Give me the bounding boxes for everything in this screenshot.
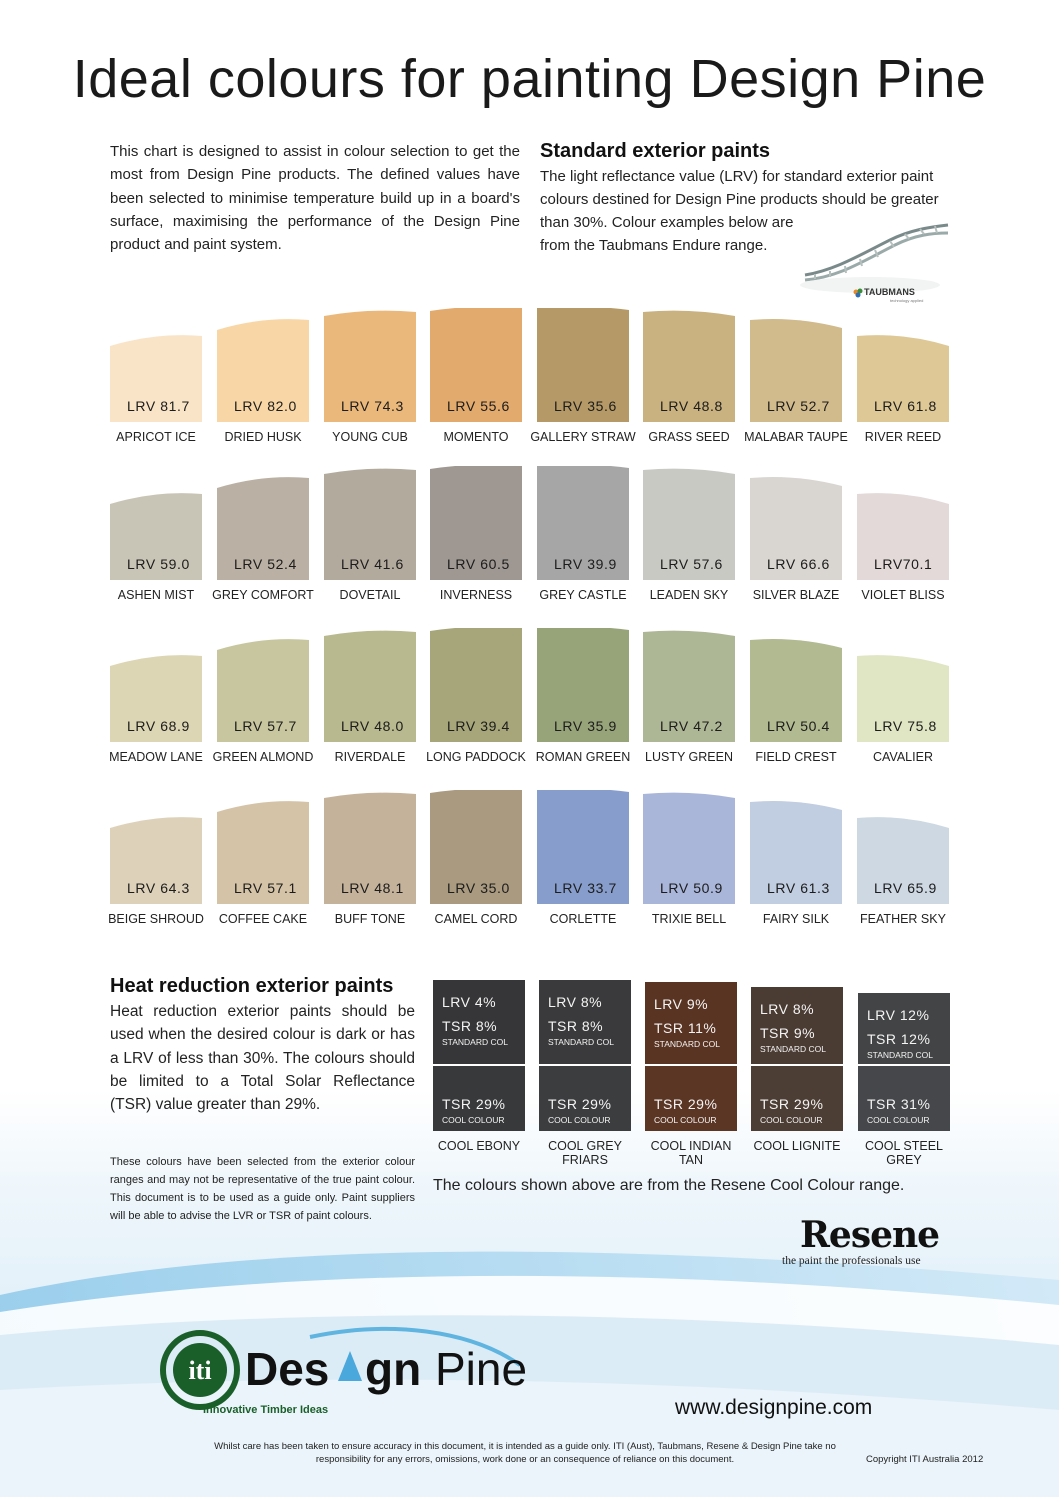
box-cool-label: COOL COLOUR <box>442 1115 505 1125</box>
swatch-colour-name: DRIED HUSK <box>224 430 302 444</box>
box-standard-tsr: TSR 9% <box>760 1025 816 1041</box>
standard-paints-heading: Standard exterior paints <box>540 140 771 162</box>
brand-pine: Pine <box>435 1343 528 1395</box>
box-cool-label: COOL COLOUR <box>654 1115 717 1125</box>
box-cool-tsr: TSR 29% <box>442 1096 506 1112</box>
swatch-lrv-label: LRV 57.1 <box>234 880 297 896</box>
box-lrv-label: LRV 12% <box>867 1007 930 1023</box>
design-pine-tagline: Innovative Timber Ideas <box>203 1404 329 1416</box>
swatch-colour-name: ROMAN GREEN <box>535 750 631 764</box>
intro-paragraph: This chart is designed to assist in colour selection to get the most from Design Pine products. The defined values have been selected to minimise temperature build up in a board's surface, maximising the performance of the Design Pine product and paint system. <box>110 143 520 254</box>
taubmans-subline: technology applied <box>890 298 924 303</box>
swatch-colour-name: GREEN ALMOND <box>212 750 314 764</box>
resene-logo: Resene <box>800 1214 940 1256</box>
box-cool-tsr: TSR 29% <box>760 1096 824 1112</box>
swatch-colour-name: LEADEN SKY <box>649 588 729 602</box>
box-standard-tsr: TSR 12% <box>867 1031 931 1047</box>
swatch-colour-name: SILVER BLAZE <box>752 588 840 602</box>
box-cool-label: COOL COLOUR <box>548 1115 611 1125</box>
swatch-lrv-label: LRV 74.3 <box>341 398 404 414</box>
cool-colour-name: COOL STEEL GREY <box>864 1139 944 1167</box>
cool-colour-name: COOL INDIAN TAN <box>650 1139 732 1167</box>
swatch-lrv-label: LRV 35.6 <box>554 398 617 414</box>
swatch-lrv-label: LRV 66.6 <box>767 556 830 572</box>
swatch-colour-name: CAMEL CORD <box>434 912 518 926</box>
heat-reduction-text: Heat reduction exterior paints should be used when the desired colour is dark or has a LRV of less than 30%. The colours should be limited to a Total Solar Reflectance (TSR) value greater than 29%. <box>110 1003 415 1114</box>
cool-colour-name: COOL GREY FRIARS <box>548 1139 622 1167</box>
resene-tagline: the paint the professionals use <box>782 1255 921 1267</box>
box-cool-label: COOL COLOUR <box>760 1115 823 1125</box>
swatch-colour-name: INVERNESS <box>439 588 513 602</box>
swatch-colour-name: GALLERY STRAW <box>530 430 636 444</box>
page-title: Ideal colours for painting Design Pine <box>72 49 987 109</box>
brand-des: Des <box>245 1343 330 1395</box>
swatch-colour-name: CORLETTE <box>549 912 617 926</box>
swatch-lrv-label: LRV 52.7 <box>767 398 830 414</box>
swatch-lrv-label: LRV 82.0 <box>234 398 297 414</box>
cool-colour-swatch <box>858 993 950 1131</box>
swatch-colour-name: RIVERDALE <box>334 750 406 764</box>
standard-text-line: from the Taubmans Endure range. <box>540 237 768 254</box>
swatch-lrv-label: LRV 50.9 <box>660 880 723 896</box>
box-lrv-label: LRV 8% <box>760 1001 815 1017</box>
box-standard-tsr: TSR 8% <box>442 1018 498 1034</box>
swatch-colour-name: FEATHER SKY <box>860 912 946 926</box>
swatch-colour-name: DOVETAIL <box>339 588 401 602</box>
standard-text-line: The light reflectance value (LRV) for standard exterior paint <box>540 168 934 185</box>
cool-colour-name: COOL LIGNITE <box>753 1139 841 1153</box>
box-cool-tsr: TSR 29% <box>654 1096 718 1112</box>
resene-range-note: The colours shown above are from the Resene Cool Colour range. <box>433 1177 905 1194</box>
iti-emblem-icon <box>163 1333 237 1407</box>
colour-disclaimer: These colours have been selected from the exterior colour ranges and may not be representative of the true paint colour. This document is to be used as a guide only. Paint suppliers will be able to advise the LVR or TSR of paint colours. <box>110 1156 415 1222</box>
box-standard-label: STANDARD COL <box>760 1044 826 1054</box>
swatch-colour-name: CAVALIER <box>873 750 933 764</box>
swatch-colour-name: TRIXIE BELL <box>651 912 727 926</box>
swatch-lrv-label: LRV 57.6 <box>660 556 723 572</box>
standard-text-line: than 30%. Colour examples below are <box>540 214 794 231</box>
swatch-lrv-label: LRV 59.0 <box>127 556 190 572</box>
box-cool-tsr: TSR 31% <box>867 1096 931 1112</box>
swatch-lrv-label: LRV 81.7 <box>127 398 190 414</box>
swatch-colour-name: BUFF TONE <box>334 912 406 926</box>
swatch-colour-name: GREY CASTLE <box>539 588 627 602</box>
box-cool-tsr: TSR 29% <box>548 1096 612 1112</box>
box-lrv-label: LRV 4% <box>442 994 497 1010</box>
swatch-lrv-label: LRV 35.0 <box>447 880 510 896</box>
cool-colour-swatch <box>751 987 843 1131</box>
swatch-colour-name: GRASS SEED <box>648 430 730 444</box>
swatch-lrv-label: LRV 52.4 <box>234 556 297 572</box>
cool-colour-swatch <box>645 982 737 1131</box>
heat-reduction-heading: Heat reduction exterior paints <box>110 975 394 997</box>
cool-colour-name: COOL EBONY <box>437 1139 521 1153</box>
swatch-colour-name: MEADOW LANE <box>109 750 203 764</box>
box-standard-label: STANDARD COL <box>654 1039 720 1049</box>
iti-letters: iti <box>188 1356 212 1385</box>
swatch-lrv-label: LRV 50.4 <box>767 718 830 734</box>
swatch-lrv-label: LRV 57.7 <box>234 718 297 734</box>
swatch-lrv-label: LRV 65.9 <box>874 880 937 896</box>
box-standard-label: STANDARD COL <box>442 1037 508 1047</box>
swatch-colour-name: BEIGE SHROUD <box>108 912 204 926</box>
box-standard-tsr: TSR 11% <box>654 1020 717 1036</box>
swatch-lrv-label: LRV 60.5 <box>447 556 510 572</box>
brand-gn: gn <box>365 1343 422 1395</box>
swatch-lrv-label: LRV 68.9 <box>127 718 190 734</box>
swatch-lrv-label: LRV 39.9 <box>554 556 617 572</box>
pine-tree-icon <box>338 1351 362 1381</box>
copyright-notice: Copyright ITI Australia 2012 <box>866 1454 984 1465</box>
swatch-lrv-label: LRV 48.8 <box>660 398 723 414</box>
box-cool-label: COOL COLOUR <box>867 1115 930 1125</box>
swatch-lrv-label: LRV 33.7 <box>554 880 617 896</box>
swatch-colour-name: LUSTY GREEN <box>645 750 733 764</box>
swatch-colour-name: YOUNG CUB <box>332 430 408 444</box>
swatch-colour-name: MOMENTO <box>443 430 509 444</box>
box-standard-label: STANDARD COL <box>548 1037 614 1047</box>
swatch-lrv-label: LRV 61.3 <box>767 880 830 896</box>
swatch-colour-name: RIVER REED <box>864 430 942 444</box>
box-lrv-label: LRV 8% <box>548 994 603 1010</box>
cool-colour-swatch <box>433 980 525 1131</box>
swatch-lrv-label: LRV 39.4 <box>447 718 510 734</box>
cool-colour-swatch <box>539 980 631 1131</box>
standard-text-line: colours destined for Design Pine products should be greater <box>540 191 939 208</box>
swatch-colour-name: COFFEE CAKE <box>218 912 308 926</box>
swatch-lrv-label: LRV 41.6 <box>341 556 404 572</box>
swatch-lrv-label: LRV 48.0 <box>341 718 404 734</box>
box-lrv-label: LRV 9% <box>654 996 709 1012</box>
swatch-colour-name: LONG PADDOCK <box>426 750 526 764</box>
swatch-colour-name: ASHEN MIST <box>117 588 195 602</box>
swatch-colour-name: VIOLET BLISS <box>861 588 945 602</box>
swatch-lrv-label: LRV 75.8 <box>874 718 937 734</box>
swatch-lrv-label: LRV 64.3 <box>127 880 190 896</box>
swatch-lrv-label: LRV 47.2 <box>660 718 723 734</box>
swatch-colour-name: MALABAR TAUPE <box>744 430 848 444</box>
swatch-lrv-label: LRV 55.6 <box>447 398 510 414</box>
taubmans-wordmark: TAUBMANS <box>864 287 915 297</box>
swatch-lrv-label: LRV 61.8 <box>874 398 937 414</box>
website-link[interactable]: www.designpine.com <box>675 1396 873 1419</box>
swatch-lrv-label: LRV 48.1 <box>341 880 404 896</box>
legal-disclaimer: Whilst care has been taken to ensure accuracy in this document, it is intended as a guide only. ITI (Aust), Taubmans, Resene & Design Pine take no responsibility for any errors, omissions, work done or an consequence of reliance on this document. <box>214 1441 836 1465</box>
swatch-colour-name: APRICOT ICE <box>116 430 196 444</box>
box-standard-label: STANDARD COL <box>867 1050 933 1060</box>
swatch-lrv-label: LRV 35.9 <box>554 718 617 734</box>
swatch-lrv-label: LRV70.1 <box>874 556 933 572</box>
box-standard-tsr: TSR 8% <box>548 1018 604 1034</box>
swatch-colour-name: FIELD CREST <box>755 750 837 764</box>
swatch-colour-name: FAIRY SILK <box>762 912 830 926</box>
swatch-colour-name: GREY COMFORT <box>212 588 314 602</box>
